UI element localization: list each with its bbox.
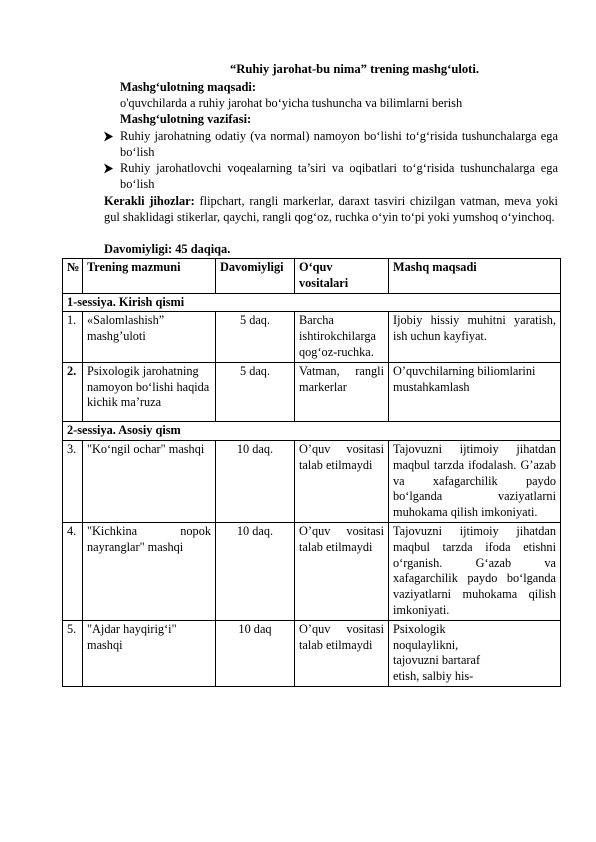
row-number: 4.	[63, 522, 83, 620]
row-goal: Tajovuzni ijtimoiy jihatdan maqbul tarzda ifoda etishni o‘rganish. G‘azab va xafagarchilik paydo bo‘lganda vaziyatlarni muhokama qilish imkoniyati.	[389, 522, 561, 620]
arrow-bullet-icon	[103, 160, 117, 178]
training-plan-table	[62, 258, 561, 687]
row-goal: Tajovuzni ijtimoiy jihatdan maqbul tarzda ifodalash. G’azab va xafagarchilik paydo bo‘lganda vaziyatlarni muhokama qilish imkoniyati.	[389, 440, 561, 522]
task-item-text: Ruhiy jarohatlovchi voqealarning ta’siri va oqibatlari to‘g‘risida tushunchalarga ega bo‘lish	[120, 161, 558, 191]
section-row	[63, 422, 561, 441]
row-number: 3.	[63, 440, 83, 522]
table-row	[63, 522, 561, 620]
header-tools: O‘quv vositalari	[295, 259, 389, 294]
row-content: "Ko‘ngil ochar" mashqi	[83, 440, 216, 522]
row-tools: O’quv vositasi talab etilmaydi	[295, 620, 389, 686]
row-duration: 10 daq.	[216, 522, 295, 620]
row-goal: Ijobiy hissiy muhitni yaratish, ish uchun kayfiyat.	[389, 312, 561, 362]
row-duration: 5 daq.	[216, 312, 295, 362]
row-tools: O’quv vositasi talab etilmaydi	[295, 440, 389, 522]
section-title: 1-sessiya. Kirish qismi	[63, 293, 561, 312]
header-number: №	[63, 259, 83, 294]
task-item-text: Ruhiy jarohatning odatiy (va normal) namoyon bo‘lishi to‘g‘risida tushunchalarga ega bo‘lish	[120, 129, 558, 159]
row-tools: Barcha ishtirokchilarga qog‘oz-ruchka.	[295, 312, 389, 362]
section-title: 2-sessiya. Asosiy qism	[63, 422, 561, 441]
row-content: Psixologik jarohatning namoyon bo‘lishi haqida kichik ma’ruza	[83, 362, 216, 421]
goal-heading: Mashg‘ulotning maqsadi:	[120, 80, 256, 94]
row-number: 5.	[63, 620, 83, 686]
row-duration: 10 daq	[216, 620, 295, 686]
header-goal: Mashq maqsadi	[389, 259, 561, 294]
row-content: «Salomlashish” mashg’uloti	[83, 312, 216, 362]
row-number: 1.	[63, 312, 83, 362]
task-item-2	[103, 160, 558, 192]
equipment-paragraph	[104, 193, 558, 226]
row-goal: O’quvchilarning biliomlarini mustahkamlash	[389, 362, 561, 421]
task-item-1	[103, 128, 558, 160]
table-header-row	[63, 259, 561, 294]
table-row	[63, 312, 561, 362]
row-content: "Kichkina nopok nayranglar" mashqi	[83, 522, 216, 620]
row-number: 2.	[63, 362, 83, 421]
header-content: Trening mazmuni	[83, 259, 216, 294]
arrow-bullet-icon	[103, 128, 117, 146]
table-row	[63, 362, 561, 421]
duration-line: Davomiyligi: 45 daqiqa.	[104, 242, 231, 256]
table-row	[63, 440, 561, 522]
goal-text: o'quvchilarda a ruhiy jarohat bo‘yicha tushuncha va bilimlarni berish	[120, 96, 463, 110]
document-title: “Ruhiy jarohat-bu nima” trening mashg‘uloti.	[230, 62, 479, 76]
header-duration: Davomiyligi	[216, 259, 295, 294]
equipment-label: Kerakli jihozlar:	[104, 194, 195, 208]
row-goal: Psixologik noqulaylikni, tajovuzni bartaraf etish, salbiy his-	[389, 620, 561, 686]
equipment-text: flipchart, rangli markerlar, daraxt tasviri chizilgan vatman, meva yoki gul shaklidagi stikerlar, qaychi, rangli qog‘oz, ruchka o‘yin to‘pi yoki yumshoq o‘yinchoq.	[104, 194, 559, 225]
row-duration: 10 daq.	[216, 440, 295, 522]
row-content: "Ajdar hayqirig‘i" mashqi	[83, 620, 216, 686]
row-tools: O’quv vositasi talab etilmaydi	[295, 522, 389, 620]
row-tools: Vatman, rangli markerlar	[295, 362, 389, 421]
section-row	[63, 293, 561, 312]
tasks-heading: Mashg‘ulotning vazifasi:	[120, 112, 252, 126]
table-row	[63, 620, 561, 686]
row-duration: 5 daq.	[216, 362, 295, 421]
